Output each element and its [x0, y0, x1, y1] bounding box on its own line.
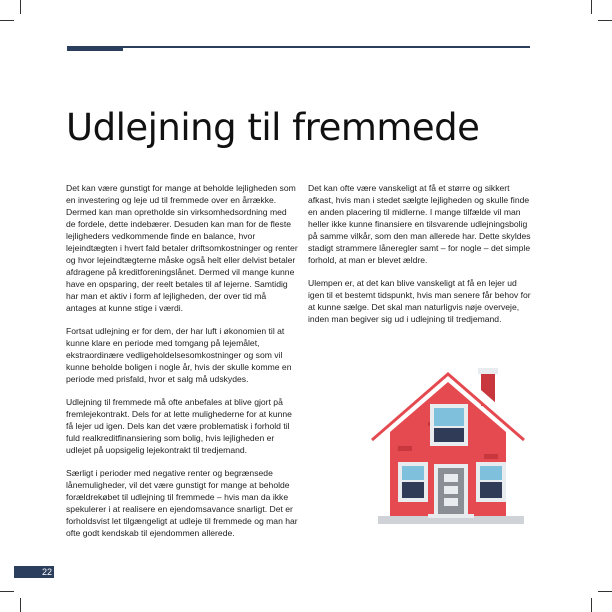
- right-column: [308, 182, 534, 336]
- paragraph: Det kan ofte være vanskeligt at få et større og sikkert afkast, hvis man i stedet sælgte lejligheden og skulle finde en anden placering til midlerne. I mange tilfælde vil man heller ikke kunne finansiere en tilsvarende udlejningsbolig på samme vilkår, som den man allerede har. Dette skyldes stadigt strammere låneregler samt – for nogle – det simple forhold, at man er blevet ældre.: [308, 183, 531, 265]
- crop-mark: [591, 598, 592, 612]
- house-icon: [364, 354, 532, 530]
- crop-mark: [598, 20, 612, 21]
- header-rule: [67, 46, 530, 48]
- paragraph: Udlejning til fremmede må ofte anbefales at blive gjort på fremlejekontrakt. Dels for at lette mulighederne for at kunne få lejer ud igen. Dels kan det være problematisk i forhold til fuld realkreditfinansiering som bolig, hvis lejligheden er udlejet på uopsigelig lejekontrakt til tredjemand.: [66, 397, 292, 455]
- paragraph: Ulempen er, at det kan blive vanskeligt at få en lejer ud igen til et bestemt tidspunkt, hvis man senere får behov for at kunne sælge. Det skal man naturligvis nøje overveje, inden man begiver sig ud i udlejning til tredjemand.: [308, 278, 531, 324]
- header-accent-bar: [67, 46, 123, 51]
- crop-mark: [0, 20, 14, 21]
- paragraph: Særligt i perioder med negative renter og begrænsede lånemuligheder, vil det være gunstigt for mange at beholde forældrekøbet til udlejning til fremmede – hvis man da ikke spekulerer i at realisere en ejendomsavance snarligt. Det er forholdsvist let tilgængeligt at udleje til fremmede og man har ofte godt kendskab til ejendommen allerede.: [66, 468, 298, 538]
- paragraph: Det kan være gunstigt for mange at beholde lejligheden som en investering og leje ud til fremmede over en årrække. Dermed kan man opretholde sin virksomhedsordning med de fordele, dette indebærer. Desuden kan man for de fleste lejligheders vedkommende finde en balance, hvor lejeindtægten i hvert fald betaler driftsomkostninger og renter og hvor lejeindtægterne måske også helt eller delvist betaler afdragene på kreditforeningslånet. Dermed vil mange kunne have en opsparing, der reelt betales til af lejerne. Samtidig har man et aktiv i form af lejligheden, der over tid må antages at kunne stige i værdi.: [66, 183, 298, 313]
- crop-mark: [0, 591, 14, 592]
- paragraph: Fortsat udlejning er for dem, der har luft i økonomien til at kunne klare en periode med tomgang på lejemålet, ekstraordinære vedligeholdelsesomkostninger og som vil kunne beholde boligen i nogle år, hvis der skulle komme en periode med prisfald, hvor et salg må udskydes.: [66, 326, 292, 384]
- page-title: Udlejning til fremmede: [66, 106, 480, 149]
- page-number: 22: [42, 567, 53, 577]
- left-column: [66, 182, 298, 550]
- crop-mark: [20, 0, 21, 14]
- crop-mark: [20, 598, 21, 612]
- crop-mark: [591, 0, 592, 14]
- crop-mark: [598, 591, 612, 592]
